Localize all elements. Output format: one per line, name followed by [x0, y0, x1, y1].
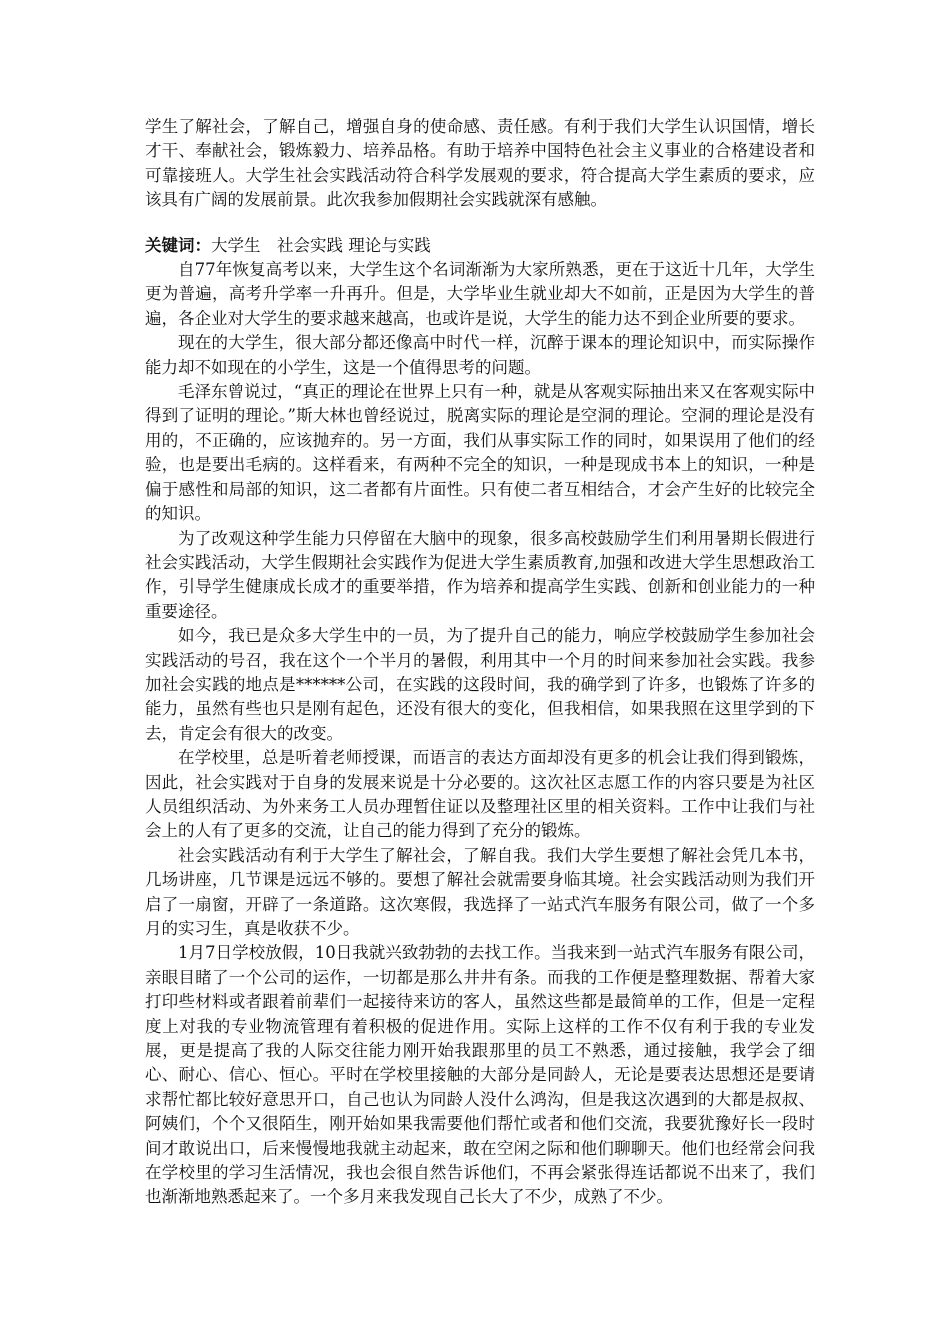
keywords-line [145, 234, 815, 258]
document-page [145, 115, 815, 1210]
body-paragraph: 现在的大学生，很大部分都还像高中时代一样，沉醉于课本的理论知识中，而实际操作能力却不如现在的小学生，这是一个值得思考的问题。 [145, 333, 815, 377]
body-paragraph: 自77年恢复高考以来，大学生这个名词渐渐为大家所熟悉，更在于这近十几年，大学生更为普遍，高考升学率一升再升。但是，大学毕业生就业却大不如前，正是因为大学生的普遍，各企业对大学生的要求越来越高，也或许是说，大学生的能力达不到企业所要的要求。 [145, 260, 815, 328]
body-paragraph: 如今，我已是众多大学生中的一员，为了提升自己的能力，响应学校鼓励学生参加社会实践活动的号召，我在这个一个半月的暑假，利用其中一个月的时间来参加社会实践。我参加社会实践的地点是******公司，在实践的这段时间，我的确学到了许多，也锻炼了许多的能力，虽然有些也只是刚有起色，还没有很大的变化，但我相信，如果我照在这里学到的下去，肯定会有很大的改变。 [145, 626, 815, 743]
body-paragraph: 在学校里，总是听着老师授课，而语言的表达方面却没有更多的机会让我们得到锻炼，因此，社会实践对于自身的发展来说是十分必要的。这次社区志愿工作的内容只要是为社区人员组织活动、为外来务工人员办理暂住证以及整理社区里的相关资料。工作中让我们与社会上的人有了更多的交流，让自己的能力得到了充分的锻炼。 [145, 748, 815, 841]
body-paragraph: 为了改观这种学生能力只停留在大脑中的现象，很多高校鼓励学生们利用暑期长假进行社会实践活动，大学生假期社会实践作为促进大学生素质教育,加强和改进大学生思想政治工作，引导学生健康成长成才的重要举措，作为培养和提高学生实践、创新和创业能力的一种重要途径。 [145, 528, 815, 621]
keywords-text: 大学生 社会实践 理论与实践 [211, 235, 431, 255]
body-paragraph: 1月7日学校放假，10日我就兴致勃勃的去找工作。当我来到一站式汽车服务有限公司，亲眼目睹了一个公司的运作，一切都是那么井井有条。而我的工作便是整理数据、帮着大家打印些材料或者跟着前辈们一起接待来访的客人，虽然这些都是最简单的工作，但是一定程度上对我的专业物流管理有着积极的促进作用。实际上这样的工作不仅有利于我的专业发展，更是提高了我的人际交往能力刚开始我跟那里的员工不熟悉，通过接触，我学会了细心、耐心、信心、恒心。平时在学校里接触的大部分是同龄人，无论是要表达思想还是要请求帮忙都比较好意思开口，自己也认为同龄人没什么鸿沟，但是我这次遇到的大都是叔叔、阿姨们，个个又很陌生，刚开始如果我需要他们帮忙或者和他们交流，我要犹豫好长一段时间才敢说出口，后来慢慢地我就主动起来，敢在空闲之际和他们聊聊天。他们也经常会问我在学校里的学习生活情况，我也会很自然告诉他们，不再会紧张得连话都说不出来了，我们也渐渐地熟悉起来了。一个多月来我发现自己长大了不少，成熟了不少。 [145, 943, 815, 1207]
body-paragraph: 毛泽东曾说过，“真正的理论在世界上只有一种，就是从客观实际抽出来又在客观实际中得到了证明的理论。”斯大林也曾经说过，脱离实际的理论是空洞的理论。空洞的理论是没有用的，不正确的，应该抛弃的。另一方面，我们从事实际工作的同时，如果误用了他们的经验，也是要出毛病的。这样看来，有两种不完全的知识，一种是现成书本上的知识，一种是偏于感性和局部的知识，这二者都有片面性。只有使二者互相结合，才会产生好的比较完全的知识。 [145, 382, 815, 524]
intro-paragraph: 学生了解社会，了解自己，增强自身的使命感、责任感。有利于我们大学生认识国情，增长才干、奉献社会，锻炼毅力、培养品格。有助于培养中国特色社会主义事业的合格建设者和可靠接班人。大学生社会实践活动符合科学发展观的要求，符合提高大学生素质的要求，应该具有广阔的发展前景。此次我参加假期社会实践就深有感触。 [145, 117, 815, 210]
body-paragraph: 社会实践活动有利于大学生了解社会，了解自我。我们大学生要想了解社会凭几本书，几场讲座，几节课是远远不够的。要想了解社会就需要身临其境。社会实践活动则为我们开启了一扇窗，开辟了一条道路。这次寒假，我选择了一站式汽车服务有限公司，做了一个多月的实习生，真是收获不少。 [145, 845, 815, 938]
keywords-label: 关键词： [145, 235, 211, 255]
